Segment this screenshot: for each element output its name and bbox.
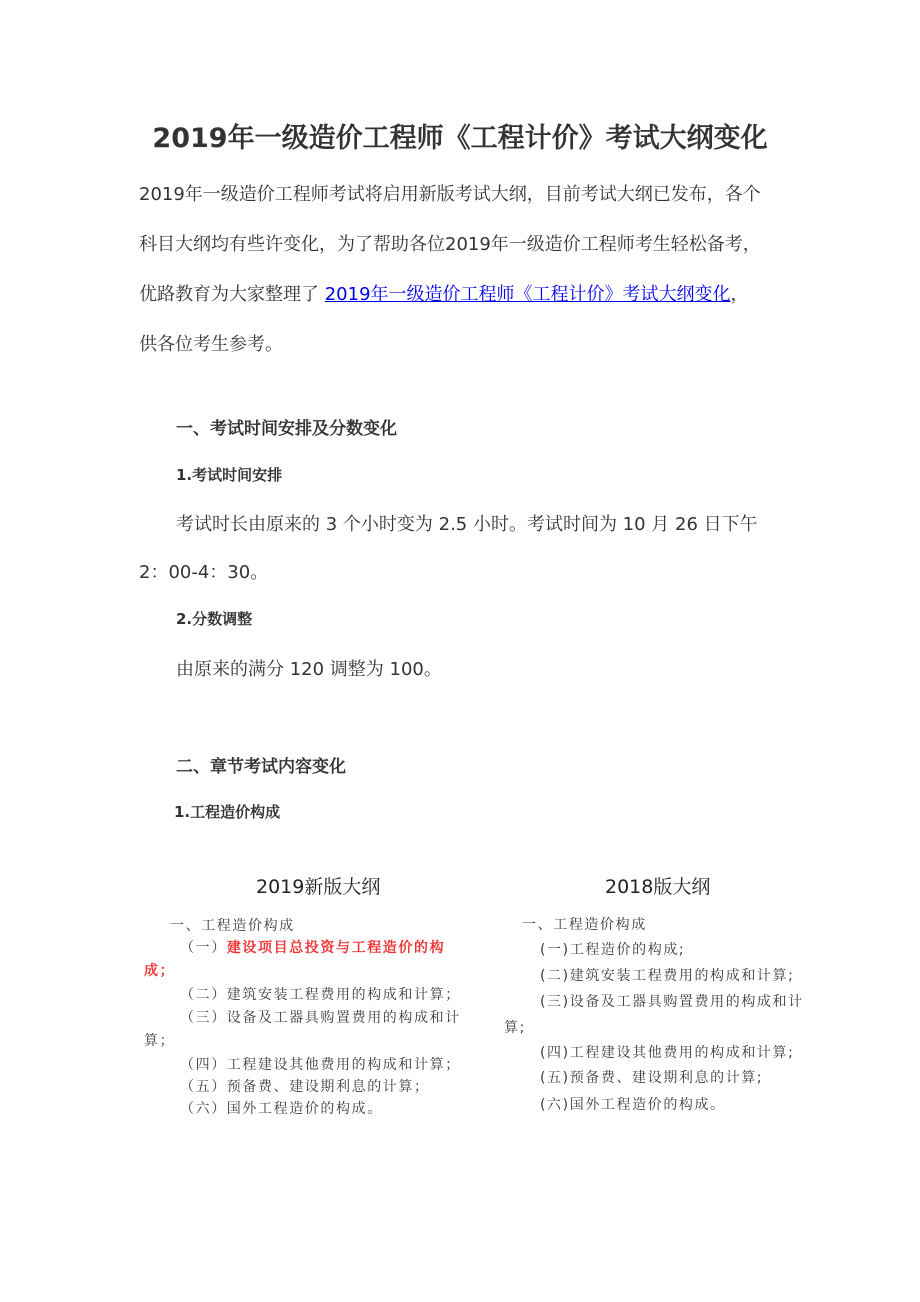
old-outline-chapter: 一、工程造价构成 <box>522 917 647 933</box>
intro-line-3 <box>139 270 789 320</box>
new-outline-item-6: （六）国外工程造价的构成。 <box>180 1101 383 1117</box>
intro-paragraph <box>139 170 789 370</box>
new-outline-item-3: （三）设备及工器具购置费用的构成和计 <box>180 1010 461 1026</box>
old-outline-item-1: (一)工程造价的构成; <box>540 942 686 958</box>
intro-line-3-prefix: 优路教育为大家整理了 <box>139 284 325 305</box>
section-heading-2: 二、章节考试内容变化 <box>176 757 346 777</box>
outline-comparison-image <box>140 862 840 1122</box>
subsection-heading-1-1: 1.考试时间安排 <box>176 466 283 484</box>
new-outline-item-1-cont: 成； <box>144 963 176 979</box>
intro-line-1: 2019年一级造价工程师考试将启用新版考试大纲，目前考试大纲已发布，各个 <box>139 184 761 205</box>
exam-time-text-line-1: 考试时长由原来的 3 个小时变为 2.5 小时。考试时间为 10 月 26 日下午 <box>176 514 758 535</box>
exam-time-text-line-2: 2：00-4：30。 <box>139 562 269 583</box>
old-outline-item-4: (四)工程建设其他费用的构成和计算; <box>540 1045 795 1061</box>
new-outline-chapter: 一、工程造价构成 <box>170 918 295 934</box>
new-outline-item-1 <box>180 937 445 957</box>
new-outline-item-4: （四）工程建设其他费用的构成和计算； <box>180 1057 461 1073</box>
page-title: 2019年一级造价工程师《工程计价》考试大纲变化 <box>152 123 768 154</box>
old-outline-header: 2018版大纲 <box>605 876 711 898</box>
new-outline-item-1-prefix: （一） <box>180 940 227 956</box>
intro-line-2: 科目大纲均有些许变化，为了帮助各位2019年一级造价工程师考生轻松备考， <box>139 234 761 255</box>
new-outline-item-3-cont: 算； <box>144 1033 176 1049</box>
section-heading-1: 一、考试时间安排及分数变化 <box>176 419 397 439</box>
article-link[interactable]: 2019年一级造价工程师《工程计价》考试大纲变化 <box>324 284 731 305</box>
new-outline-header: 2019新版大纲 <box>256 876 381 898</box>
new-outline-item-5: （五）预备费、建设期利息的计算； <box>180 1079 430 1095</box>
old-outline-item-6: (六)国外工程造价的构成。 <box>540 1097 726 1113</box>
new-outline-column <box>140 862 490 1122</box>
subsection-heading-1-2: 2.分数调整 <box>176 610 253 628</box>
old-outline-column <box>500 862 840 1122</box>
subsection-heading-2-1: 1.工程造价构成 <box>174 803 281 821</box>
intro-line-3-suffix: ， <box>730 284 749 305</box>
old-outline-item-5: (五)预备费、建设期利息的计算; <box>540 1070 764 1086</box>
old-outline-item-3-cont: 算; <box>504 1020 526 1036</box>
new-outline-item-1-highlight: 建设项目总投资与工程造价的构 <box>226 940 446 956</box>
new-outline-item-2: （二）建筑安装工程费用的构成和计算； <box>180 987 461 1003</box>
old-outline-item-3: (三)设备及工器具购置费用的构成和计 <box>540 994 804 1010</box>
old-outline-item-2: (二)建筑安装工程费用的构成和计算; <box>540 968 795 984</box>
intro-line-4: 供各位考生参考。 <box>139 334 283 355</box>
score-change-text: 由原来的满分 120 调整为 100。 <box>176 659 442 680</box>
